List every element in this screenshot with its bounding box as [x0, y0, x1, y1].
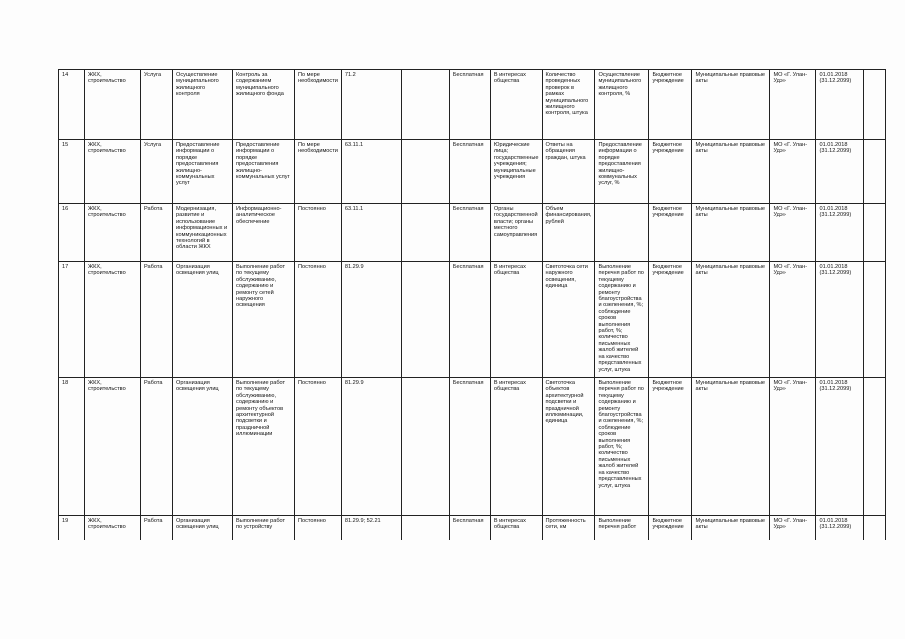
- table-body: [59, 70, 886, 540]
- cell-owner: МО «Г. Улан-Удэ»: [770, 70, 816, 140]
- cell-sector: ЖКХ, строительство: [85, 378, 141, 516]
- cell-acts: Муниципальные правовые акты: [692, 378, 770, 516]
- cell-acts: Муниципальные правовые акты: [692, 516, 770, 540]
- cell-blank1: [401, 262, 449, 378]
- cell-content: Информационно-аналитическое обеспечение: [233, 204, 295, 262]
- cell-pay: Бесплатная: [449, 204, 490, 262]
- cell-code: 63.11.1: [341, 204, 401, 262]
- cell-dates: 01.01.2018 (31.12.2099): [816, 70, 864, 140]
- cell-kind: Работа: [141, 204, 173, 262]
- cell-indicator: Светоточка объектов архитектурной подсветки и праздничной иллюминации, единица: [542, 378, 595, 516]
- cell-consumers: Юридические лица; государственные учреждения; муниципальные учреждения: [490, 140, 542, 204]
- cell-sector: ЖКХ, строительство: [85, 516, 141, 540]
- cell-owner: МО «Г. Улан-Удэ»: [770, 140, 816, 204]
- cell-inst-type: Бюджетное учреждение: [649, 378, 692, 516]
- cell-acts: Муниципальные правовые акты: [692, 204, 770, 262]
- cell-kind: Услуга: [141, 70, 173, 140]
- cell-blank1: [401, 516, 449, 540]
- cell-dates: 01.01.2018 (31.12.2099): [816, 378, 864, 516]
- cell-kind: Работа: [141, 516, 173, 540]
- cell-sector: ЖКХ, строительство: [85, 204, 141, 262]
- cell-inst-type: Бюджетное учреждение: [649, 204, 692, 262]
- table-row: [59, 140, 886, 204]
- cell-blank1: [401, 70, 449, 140]
- cell-kind: Работа: [141, 262, 173, 378]
- cell-blank2: [864, 70, 886, 140]
- cell-content: Контроль за содержанием муниципального жилищного фонда: [233, 70, 295, 140]
- cell-period: Постоянно: [295, 204, 342, 262]
- cell-period: Постоянно: [295, 516, 342, 540]
- cell-indicator: Светоточка сети наружного освещения, единица: [542, 262, 595, 378]
- table-row: [59, 204, 886, 262]
- cell-kind: Работа: [141, 378, 173, 516]
- cell-code: 81.29.9; 52.21: [341, 516, 401, 540]
- cell-blank2: [864, 140, 886, 204]
- table-row: [59, 516, 886, 540]
- cell-name: Организация освещения улиц: [173, 516, 233, 540]
- cell-name: Организация освещения улиц: [173, 262, 233, 378]
- cell-name: Осуществление муниципального жилищного контроля: [173, 70, 233, 140]
- table-row: [59, 70, 886, 140]
- cell-num: 19: [59, 516, 85, 540]
- cell-num: 17: [59, 262, 85, 378]
- cell-inst-type: Бюджетное учреждение: [649, 140, 692, 204]
- cell-owner: МО «Г. Улан-Удэ»: [770, 378, 816, 516]
- cell-inst-type: Бюджетное учреждение: [649, 262, 692, 378]
- table-row: [59, 378, 886, 516]
- cell-inst-type: Бюджетное учреждение: [649, 516, 692, 540]
- cell-pay: Бесплатная: [449, 378, 490, 516]
- cell-name: Модернизация, развитие и использование информационных и коммуникационных технологий в области ЖКХ: [173, 204, 233, 262]
- cell-indicator: Ответы на обращения граждан, штука: [542, 140, 595, 204]
- table-row: [59, 262, 886, 378]
- cell-num: 14: [59, 70, 85, 140]
- cell-period: По мере необходимости: [295, 140, 342, 204]
- cell-period: Постоянно: [295, 262, 342, 378]
- cell-blank1: [401, 140, 449, 204]
- cell-blank1: [401, 378, 449, 516]
- cell-dates: 01.01.2018 (31.12.2099): [816, 140, 864, 204]
- cell-sector: ЖКХ, строительство: [85, 70, 141, 140]
- cell-consumers: В интересах общества: [490, 262, 542, 378]
- cell-name: Организация освещения улиц: [173, 378, 233, 516]
- registry-table: [58, 69, 886, 540]
- cell-acts: Муниципальные правовые акты: [692, 262, 770, 378]
- cell-content: Выполнение работ по текущему обслуживанию, содержанию и ремонту сетей наружного освещения: [233, 262, 295, 378]
- cell-consumers: Органы государственной власти; органы местного самоуправления: [490, 204, 542, 262]
- cell-pay: Бесплатная: [449, 70, 490, 140]
- cell-dates: 01.01.2018 (31.12.2099): [816, 204, 864, 262]
- cell-period: По мере необходимости: [295, 70, 342, 140]
- cell-content: Выполнение работ по устройству: [233, 516, 295, 540]
- cell-quality: Предоставление информации о порядке предоставления жилищно-коммунальных услуг, %: [595, 140, 649, 204]
- cell-consumers: В интересах общества: [490, 70, 542, 140]
- cell-blank2: [864, 516, 886, 540]
- cell-name: Предоставление информации о порядке предоставления жилищно-коммунальных услуг: [173, 140, 233, 204]
- cell-code: 63.11.1: [341, 140, 401, 204]
- cell-blank1: [401, 204, 449, 262]
- cell-num: 16: [59, 204, 85, 262]
- cell-content: Выполнение работ по текущему обслуживанию, содержанию и ремонту объектов архитектурной подсветки и праздничной иллюминации: [233, 378, 295, 516]
- cell-kind: Услуга: [141, 140, 173, 204]
- cell-dates: 01.01.2018 (31.12.2099): [816, 262, 864, 378]
- cell-owner: МО «Г. Улан-Удэ»: [770, 516, 816, 540]
- cell-num: 15: [59, 140, 85, 204]
- cell-quality: Выполнение перечня работ по текущему содержанию и ремонту благоустройства и озеленения, %; соблюдение сроков выполнения работ, %; количество письменных жалоб жителей на качество представленных услуг, штука: [595, 378, 649, 516]
- cell-code: 81.29.9: [341, 262, 401, 378]
- cell-quality: Выполнение перечня работ по текущему содержанию и ремонту благоустройства и озеленения, %; соблюдение сроков выполнения работ, %; количество письменных жалоб жителей на качество представленных услуг, штука: [595, 262, 649, 378]
- cell-indicator: Объем финансирования, рублей: [542, 204, 595, 262]
- cell-sector: ЖКХ, строительство: [85, 140, 141, 204]
- cell-num: 18: [59, 378, 85, 516]
- cell-owner: МО «Г. Улан-Удэ»: [770, 262, 816, 378]
- cell-period: Постоянно: [295, 378, 342, 516]
- cell-pay: Бесплатная: [449, 516, 490, 540]
- cell-sector: ЖКХ, строительство: [85, 262, 141, 378]
- cell-indicator: Протяженность сети, км: [542, 516, 595, 540]
- cell-acts: Муниципальные правовые акты: [692, 70, 770, 140]
- cell-content: Предоставление информации о порядке предоставления жилищно-коммунальных услуг: [233, 140, 295, 204]
- cell-pay: Бесплатная: [449, 262, 490, 378]
- cell-blank2: [864, 262, 886, 378]
- cell-owner: МО «Г. Улан-Удэ»: [770, 204, 816, 262]
- cell-inst-type: Бюджетное учреждение: [649, 70, 692, 140]
- cell-code: 71.2: [341, 70, 401, 140]
- cell-blank2: [864, 378, 886, 516]
- cell-consumers: В интересах общества: [490, 378, 542, 516]
- cell-quality: Осуществление муниципального жилищного контроля, %: [595, 70, 649, 140]
- cell-consumers: В интересах общества: [490, 516, 542, 540]
- cell-quality: Выполнение перечня работ: [595, 516, 649, 540]
- cell-dates: 01.01.2018 (31.12.2099): [816, 516, 864, 540]
- cell-code: 81.29.9: [341, 378, 401, 516]
- cell-indicator: Количество проведенных проверок в рамках муниципального жилищного контроля, штука: [542, 70, 595, 140]
- cell-quality: [595, 204, 649, 262]
- cell-acts: Муниципальные правовые акты: [692, 140, 770, 204]
- cell-pay: Бесплатная: [449, 140, 490, 204]
- cell-blank2: [864, 204, 886, 262]
